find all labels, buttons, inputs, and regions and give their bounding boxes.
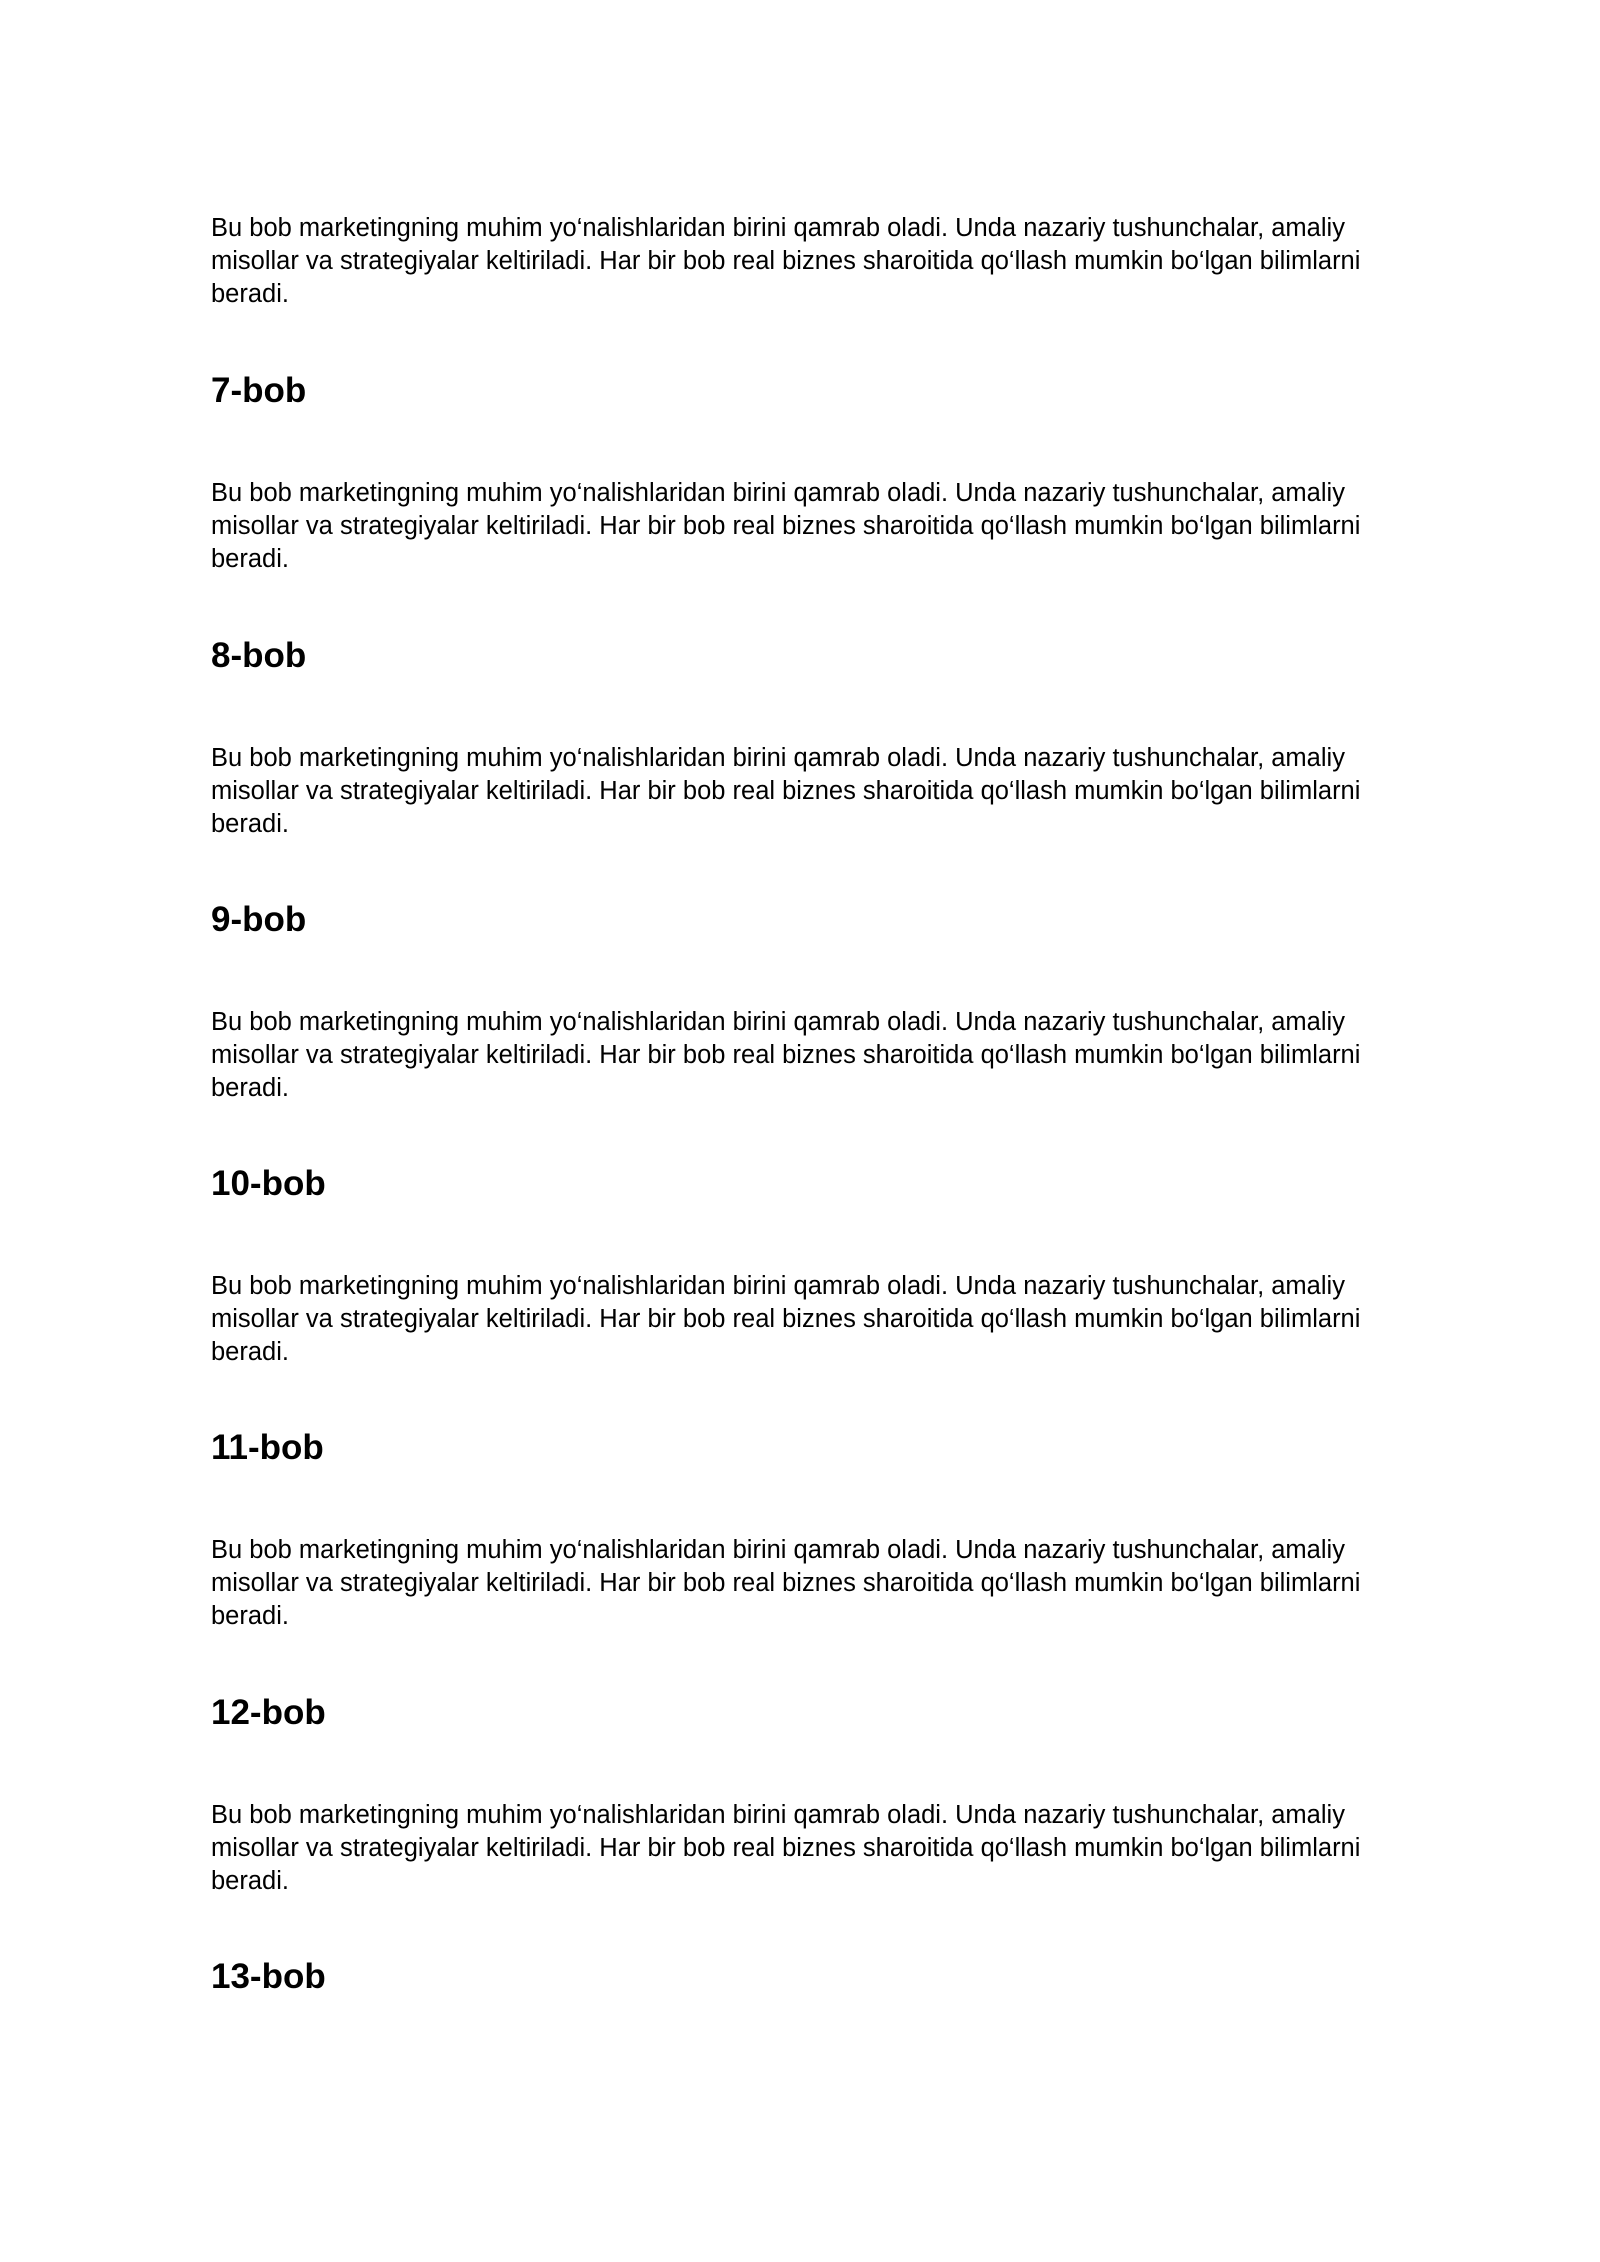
chapter-10-heading: 10-bob [211, 1164, 326, 1203]
chapter-10-paragraph: Bu bob marketingning muhim yo‘nalishlaridan birini qamrab oladi. Unda nazariy tushunchalar, amaliy misollar va strategiyalar keltiriladi. Har bir bob real biznes sharoitida qo‘llash mumkin bo‘lgan bilimlarni beradi. [211, 1272, 1361, 1366]
chapter-9-paragraph: Bu bob marketingning muhim yo‘nalishlaridan birini qamrab oladi. Unda nazariy tushunchalar, amaliy misollar va strategiyalar keltiriladi. Har bir bob real biznes sharoitida qo‘llash mumkin bo‘lgan bilimlarni beradi. [211, 1008, 1361, 1102]
chapter-12-paragraph: Bu bob marketingning muhim yo‘nalishlaridan birini qamrab oladi. Unda nazariy tushunchalar, amaliy misollar va strategiyalar keltiriladi. Har bir bob real biznes sharoitida qo‘llash mumkin bo‘lgan bilimlarni beradi. [211, 1801, 1361, 1895]
chapter-7-heading: 7-bob [211, 371, 307, 410]
chapter-8-heading: 8-bob [211, 636, 307, 675]
chapter-11-heading: 11-bob [211, 1428, 324, 1467]
chapter-12-heading: 12-bob [211, 1693, 326, 1732]
chapter-11-paragraph: Bu bob marketingning muhim yo‘nalishlaridan birini qamrab oladi. Unda nazariy tushunchalar, amaliy misollar va strategiyalar keltiriladi. Har bir bob real biznes sharoitida qo‘llash mumkin bo‘lgan bilimlarni beradi. [211, 1536, 1361, 1630]
chapter-6-paragraph: Bu bob marketingning muhim yo‘nalishlaridan birini qamrab oladi. Unda nazariy tushunchalar, amaliy misollar va strategiyalar keltiriladi. Har bir bob real biznes sharoitida qo‘llash mumkin bo‘lgan bilimlarni beradi. [211, 214, 1361, 308]
chapter-7-paragraph: Bu bob marketingning muhim yo‘nalishlaridan birini qamrab oladi. Unda nazariy tushunchalar, amaliy misollar va strategiyalar keltiriladi. Har bir bob real biznes sharoitida qo‘llash mumkin bo‘lgan bilimlarni beradi. [211, 479, 1361, 573]
chapter-8-paragraph: Bu bob marketingning muhim yo‘nalishlaridan birini qamrab oladi. Unda nazariy tushunchalar, amaliy misollar va strategiyalar keltiriladi. Har bir bob real biznes sharoitida qo‘llash mumkin bo‘lgan bilimlarni beradi. [211, 744, 1361, 838]
chapter-9-heading: 9-bob [211, 900, 307, 939]
chapter-13-heading: 13-bob [211, 1957, 326, 1996]
